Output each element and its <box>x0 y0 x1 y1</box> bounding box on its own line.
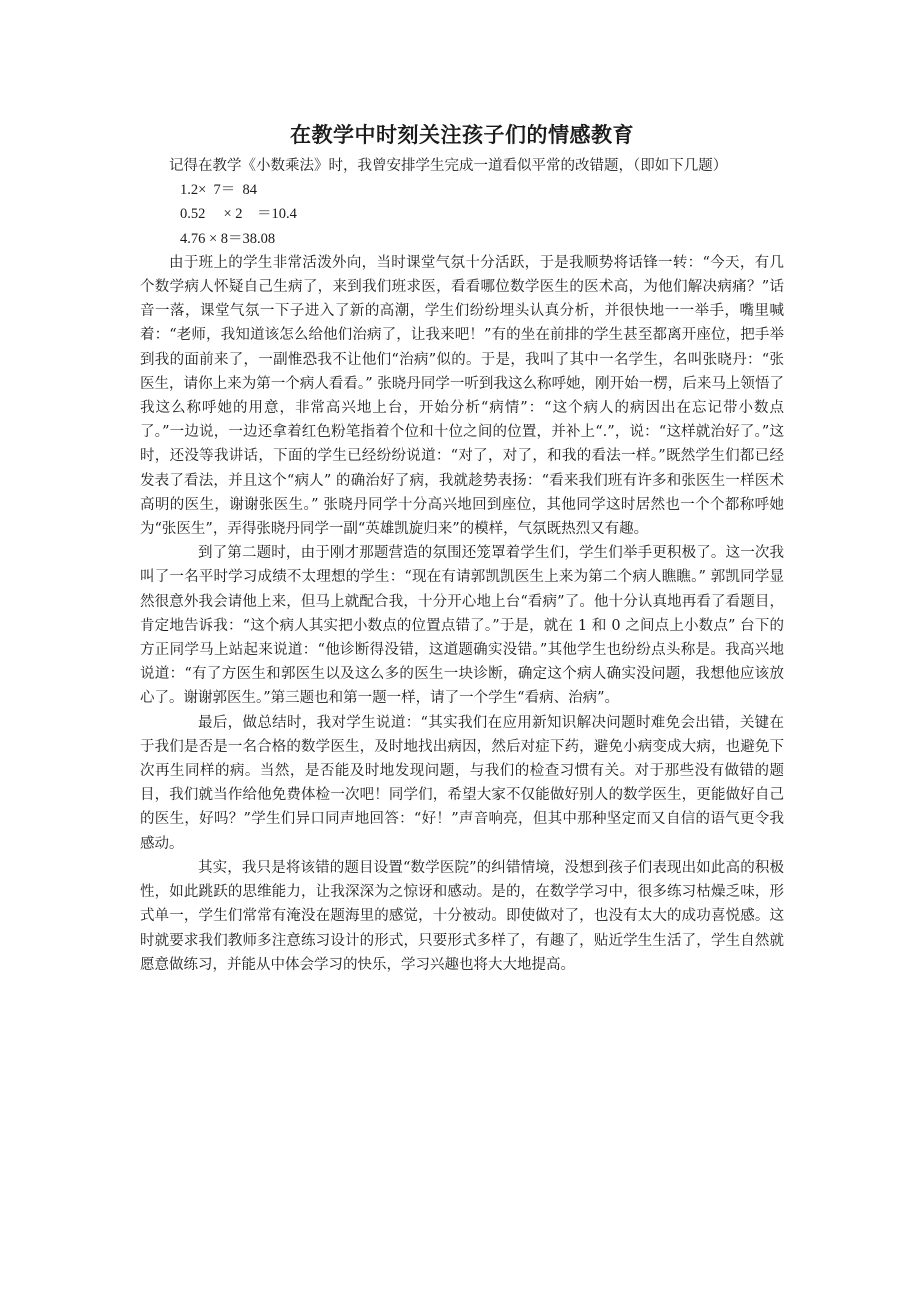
document-title: 在教学中时刻关注孩子们的情感教育 <box>290 123 634 147</box>
document-page <box>140 118 784 977</box>
equation-2: 0.52 × 2 ＝10.4 <box>180 206 297 223</box>
intro-paragraph: 记得在教学《小数乘法》时，我曾安排学生完成一道看似平常的改错题，（即如下几题） <box>169 158 728 174</box>
body-paragraph-3: 最后，做总结时，我对学生说道：“其实我们在应用新知识解决问题时难免会出错，关键在于我们是否是一名合格的数学医生，及时地找出病因，然后对症下药，避免小病变成大病，也避免下次再生同样的病。当然，是否能及时地发现问题，与我们的检查习惯有关。对于那些没有做错的题目，我们就当作给他免费体检一次吧！同学们，希望大家不仅能做好别人的数学医生，更能做好自己的医生，好吗？”学生们异口同声地回答：“好！”声音响亮，但其中那种坚定而又自信的语气更令我感动。 <box>140 714 784 852</box>
equation-1: 1.2× 7＝ 84 <box>180 182 258 199</box>
body-paragraph-1: 由于班上的学生非常活泼外向，当时课堂气氛十分活跃，于是我顺势将话锋一转：“今天，有几个数学病人怀疑自己生病了，来到我们班求医，看看哪位数学医生的医术高，为他们解决病痛？”话音一落，课堂气氛一下子进入了新的高潮，学生们纷纷埋头认真分析，并很快地一一举手，嘴里喊着：“老师，我知道该怎么给他们治病了，让我来吧！”有的坐在前排的学生甚至都离开座位，把手举到我的面前来了，一副惟恐我不让他们“治病”似的。于是，我叫了其中一名学生，名叫张晓丹：“张医生，请你上来为第一个病人看看。” 张晓丹同学一听到我这么称呼她，刚开始一楞，后来马上领悟了我这么称呼她的用意，非常高兴地上台，开始分析“病情”：“这个病人的病因出在忘记带小数点了。”一边说，一边还拿着红色粉笔指着个位和十位之间的位置，并补上“.”，说：“这样就治好了。”这时，还没等我讲话，下面的学生已经纷纷说道：“对了，对了，和我的看法一样。”既然学生们都已经发表了看法，并且这个“病人” 的确治好了病，我就趁势表扬：“看来我们班有许多和张医生一样医术高明的医生，谢谢张医生。” 张晓丹同学十分高兴地回到座位，其他同学这时居然也一个个都称呼她为“张医生”，弄得张晓丹同学一副“英雄凯旋归来”的模样，气氛既热烈又有趣。 <box>140 254 784 538</box>
body-paragraph-4: 其实，我只是将该错的题目设置“数学医院”的纠错情境，没想到孩子们表现出如此高的积极性，如此跳跃的思维能力，让我深深为之惊讶和感动。是的，在数学学习中，很多练习枯燥乏味，形式单一，学生们常常有淹没在题海里的感觉，十分被动。即使做对了，也没有太大的成功喜悦感。这时就要求我们教师多注意练习设计的形式，只要形式多样了，有趣了，贴近学生生活了，学生自然就愿意做练习，并能从中体会学习的快乐，学习兴趣也将大大地提高。 <box>140 859 784 973</box>
equation-3: 4.76 × 8＝38.08 <box>180 230 276 247</box>
body-paragraph-2: 到了第二题时，由于刚才那题营造的氛围还笼罩着学生们，学生们举手更积极了。这一次我叫了一名平时学习成绩不太理想的学生：“现在有请郭凯凯医生上来为第二个病人瞧瞧。” 郭凯同学显然很意外我会请他上来，但马上就配合我，十分开心地上台“看病”了。他十分认真地再看了看题目，肯定地告诉我：“这个病人其实把小数点的位置点错了。”于是，就在 1 和 0 之间点上小数点” 台下的方正同学马上站起来说道：“他诊断得没错，这道题确实没错。”其他学生也纷纷点头称是。我高兴地说道：“有了方医生和郭医生以及这么多的医生一块诊断，确定这个病人确实没问题，我想他应该放心了。谢谢郭医生。”第三题也和第一题一样，请了一个学生“看病、治病”。 <box>140 545 784 707</box>
